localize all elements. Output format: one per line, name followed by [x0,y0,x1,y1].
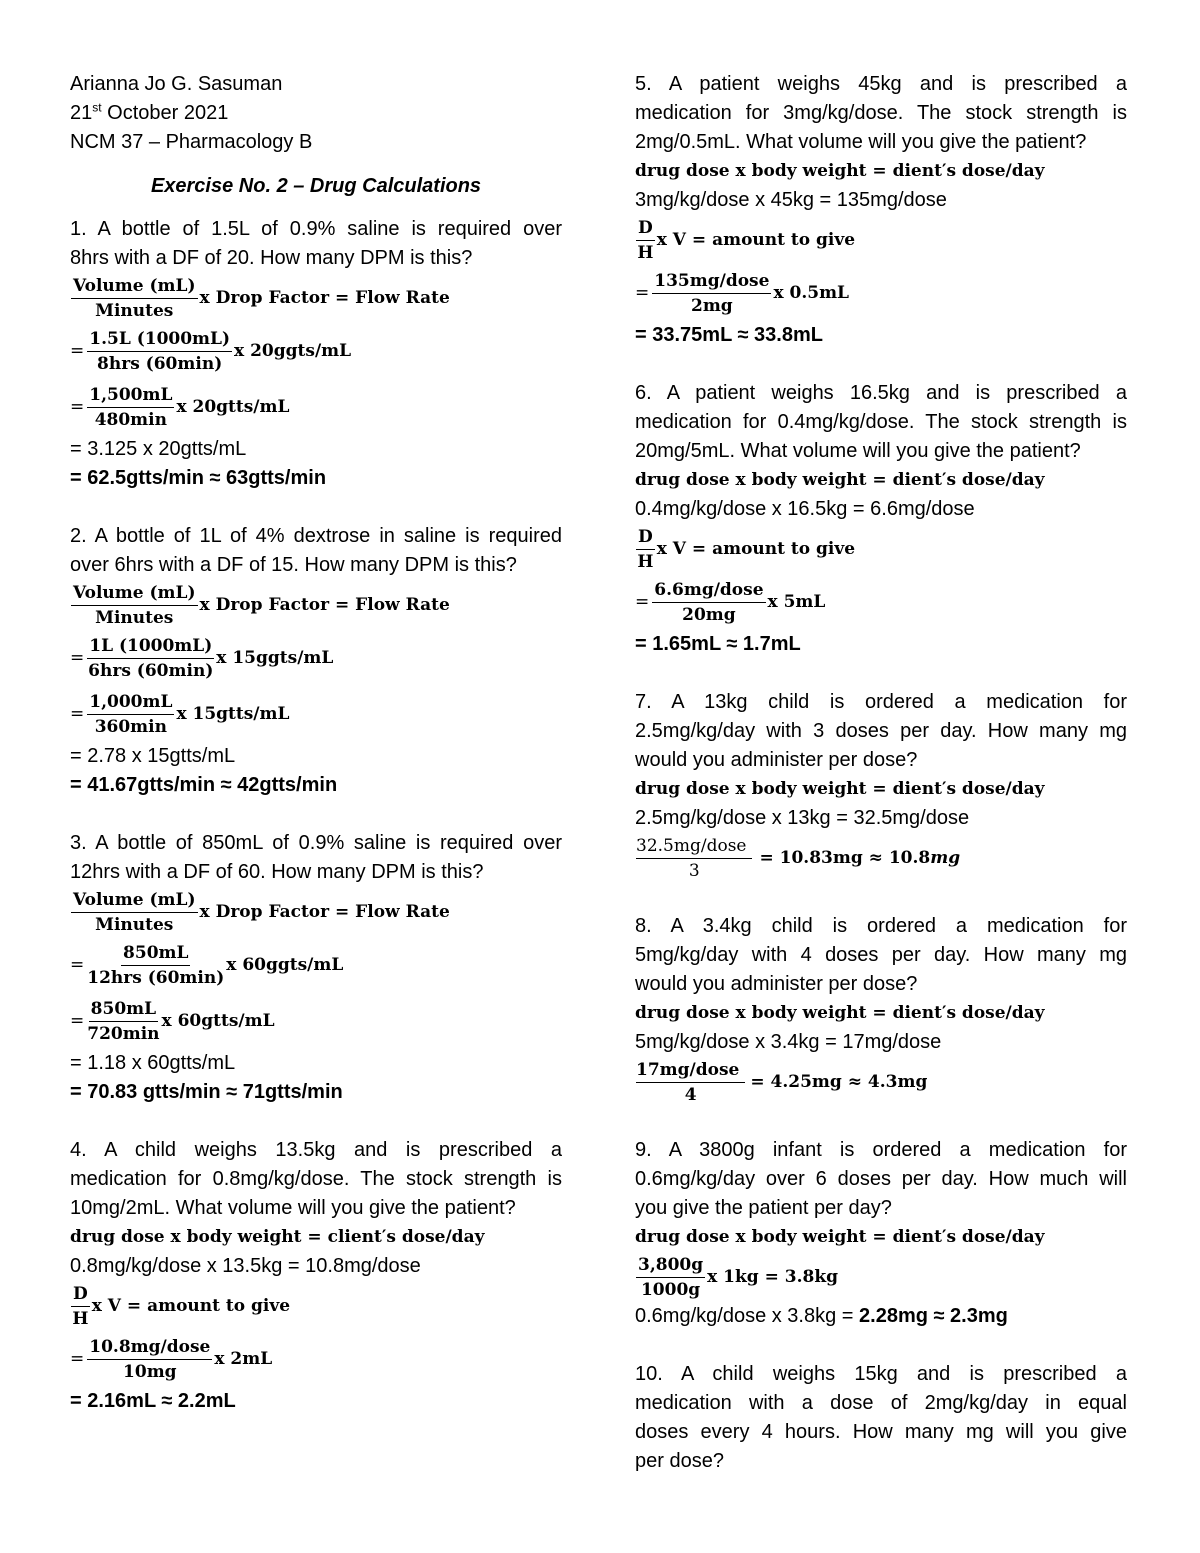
formula-denominator: Minutes [95,607,174,628]
question-2 [70,522,562,800]
question-text: 5. A patient weighs 45kg and is prescribed a [635,73,1127,95]
equals-sign: = [70,1010,85,1031]
step-denominator: 20mg [682,604,736,625]
date-suffix: st [92,100,102,115]
step-2 [70,993,562,1049]
step-1 [70,323,562,379]
answer: = 1.65mL ≈ 1.7mL [635,633,801,655]
question-text: medication for 3mg/kg/dose. The stock strength is [635,102,1127,124]
equals-sign: = [70,396,85,417]
question-3 [70,829,562,1107]
step-denominator: 480min [94,409,167,430]
question-text: would you administer per dose? [635,749,918,771]
step-denominator: 6hrs (60min) [88,660,214,681]
step-tail: x 2mL [214,1348,273,1369]
formula-tail: x Drop Factor = Flow Rate [199,901,450,922]
formula-denominator: Minutes [95,300,174,321]
question-text: 3. A bottle of 850mL of 0.9% saline is required over [70,832,562,854]
step-denominator: 720min [87,1023,160,1044]
step-numerator: 1L (1000mL) [87,635,214,659]
step-denominator: 8hrs (60min) [97,353,223,374]
question-6 [635,379,1127,659]
step-result-unit: mg [930,847,961,868]
answer: = 33.75mL ≈ 33.8mL [635,324,823,346]
step-tail: x 60ggts/mL [226,954,344,975]
student-name: Arianna Jo G. Sasuman [70,73,283,95]
date-rest: October 2021 [101,102,229,124]
question-10 [635,1360,1127,1476]
step-numerator: 6.6mg/dose [652,579,765,603]
flow-rate-formula [70,580,562,630]
question-text: 2mg/0.5mL. What volume will you give the patient? [635,131,1087,153]
formula-numerator: D [636,217,655,241]
step-3: = 3.125 x 20gtts/mL [70,438,247,460]
step-tail: x 15ggts/mL [216,647,334,668]
answer: = 62.5gtts/min ≈ 63gtts/min [70,467,327,489]
step-1 [70,937,562,993]
step-1 [635,833,1127,883]
formula-tail: x V = amount to give [91,1295,291,1316]
step-denominator: 3 [688,860,700,881]
equals-sign: = [635,591,650,612]
step-numerator: 135mg/dose [652,270,771,294]
step-tail: x 15gtts/mL [176,703,290,724]
step-numerator: 850mL [121,942,190,966]
question-text: 12hrs with a DF of 60. How many DPM is this? [70,861,484,883]
calculation: 2.5mg/kg/dose x 13kg = 32.5mg/dose [635,807,970,829]
answer: = 41.67gtts/min ≈ 42gtts/min [70,774,338,796]
equals-sign: = [70,954,85,975]
calculation: 0.8mg/kg/dose x 13.5kg = 10.8mg/dose [70,1255,421,1277]
course: NCM 37 – Pharmacology B [70,131,313,153]
calculation [635,1302,1127,1331]
question-text: 4. A child weighs 13.5kg and is prescribed a [70,1139,562,1161]
step-1 [635,1252,1127,1302]
step-2 [70,686,562,742]
step-3: = 1.18 x 60gtts/mL [70,1052,236,1074]
step-denominator: 4 [684,1084,697,1105]
question-text: 20mg/5mL. What volume will you give the patient? [635,440,1081,462]
equals-sign: = [70,647,85,668]
question-text: medication for 0.4mg/kg/dose. The stock strength is [635,411,1127,433]
question-text: you give the patient per day? [635,1197,892,1219]
formula-tail: x Drop Factor = Flow Rate [199,287,450,308]
dose-formula: drug dose x body weight = dient′s dose/day [635,161,1045,181]
left-column [70,70,562,1416]
dose-formula: drug dose x body weight = client′s dose/day [70,1227,485,1247]
formula-denominator: H [637,551,654,572]
formula-tail: x V = amount to give [656,538,856,559]
step-denominator: 2mg [690,295,733,316]
step-1 [635,574,1127,630]
question-text: 2. A bottle of 1L of 4% dextrose in saline is required [70,525,562,547]
formula-numerator: D [71,1283,90,1307]
question-text: 9. A 3800g infant is ordered a medication for [635,1139,1127,1161]
question-7 [635,688,1127,883]
question-text: 8hrs with a DF of 20. How many DPM is this? [70,247,473,269]
question-text: per dose? [635,1450,724,1472]
equals-sign: = [70,703,85,724]
question-text: over 6hrs with a DF of 15. How many DPM is this? [70,554,517,576]
formula-numerator: Volume (mL) [71,582,198,606]
calculation: 5mg/kg/dose x 3.4kg = 17mg/dose [635,1031,942,1053]
calculation: 3mg/kg/dose x 45kg = 135mg/dose [635,189,947,211]
answer: = 2.16mL ≈ 2.2mL [70,1390,236,1412]
step-numerator: 17mg/dose [636,1059,745,1083]
step-denominator: 12hrs (60min) [87,967,225,988]
answer: 2.28mg ≈ 2.3mg [859,1305,1008,1327]
step-denominator: 1000g [640,1279,701,1300]
question-4 [70,1136,562,1416]
question-text: 7. A 13kg child is ordered a medication for [635,691,1127,713]
dh-formula [635,524,1127,574]
formula-numerator: Volume (mL) [71,889,198,913]
question-text: 1. A bottle of 1.5L of 0.9% saline is required over [70,218,562,240]
date [70,99,562,128]
question-text: 0.6mg/kg/day over 6 doses per day. How much will [635,1168,1127,1190]
step-result: = 10.83mg ≈ 10.8 [759,847,931,868]
question-text: doses every 4 hours. How many mg will you give [635,1421,1127,1443]
step-1 [70,1331,562,1387]
step-tail: x 0.5mL [773,282,850,303]
step-tail: x 5mL [767,591,826,612]
step-tail: x 20ggts/mL [234,340,352,361]
dose-formula: drug dose x body weight = dient′s dose/day [635,1003,1045,1023]
question-9 [635,1136,1127,1331]
formula-numerator: Volume (mL) [71,275,198,299]
step-1 [635,265,1127,321]
step-numerator: 10.8mg/dose [87,1336,212,1360]
step-denominator: 10mg [123,1361,177,1382]
question-8 [635,912,1127,1107]
question-1 [70,215,562,493]
question-text: medication with a dose of 2mg/kg/day in equal [635,1392,1127,1414]
step-1 [70,630,562,686]
step-tail: x 60gtts/mL [161,1010,275,1031]
step-3: = 2.78 x 15gtts/mL [70,745,236,767]
dose-formula: drug dose x body weight = dient′s dose/day [635,1227,1045,1247]
calc-text: 0.6mg/kg/dose x 3.8kg = [635,1305,860,1327]
flow-rate-formula [70,273,562,323]
step-2 [70,379,562,435]
dh-formula [70,1281,562,1331]
flow-rate-formula [70,887,562,937]
step-numerator: 1.5L (1000mL) [87,328,232,352]
question-5 [635,70,1127,350]
formula-denominator: H [637,242,654,263]
dose-formula: drug dose x body weight = dient′s dose/day [635,470,1045,490]
question-text: 10. A child weighs 15kg and is prescribed a [635,1363,1127,1385]
equals-sign: = [70,340,85,361]
equals-sign: = [70,1348,85,1369]
calculation: 0.4mg/kg/dose x 16.5kg = 6.6mg/dose [635,498,975,520]
question-text: 6. A patient weighs 16.5kg and is prescribed a [635,382,1127,404]
step-tail: x 1kg = 3.8kg [707,1266,838,1287]
question-text: 10mg/2mL. What volume will you give the patient? [70,1197,516,1219]
formula-denominator: Minutes [95,914,174,935]
right-column [635,70,1127,1476]
step-tail: x 20gtts/mL [176,396,290,417]
question-text: 2.5mg/kg/day with 3 doses per day. How many mg [635,720,1127,742]
question-text: would you administer per dose? [635,973,918,995]
question-text: 8. A 3.4kg child is ordered a medication for [635,915,1127,937]
step-denominator: 360min [94,716,167,737]
formula-denominator: H [72,1308,89,1329]
formula-tail: x V = amount to give [656,229,856,250]
formula-tail: x Drop Factor = Flow Rate [199,594,450,615]
answer: = 70.83 gtts/min ≈ 71gtts/min [70,1081,343,1103]
step-numerator: 850mL [89,998,158,1022]
step-numerator: 32.5mg/dose [636,835,752,859]
step-numerator: 1,500mL [87,384,174,408]
page-title: Exercise No. 2 – Drug Calculations [150,175,482,197]
dh-formula [635,215,1127,265]
question-text: 5mg/kg/day with 4 doses per day. How many mg [635,944,1127,966]
step-1 [635,1057,1127,1107]
step-result: = 4.25mg ≈ 4.3mg [750,1071,928,1092]
formula-numerator: D [636,526,655,550]
equals-sign: = [635,282,650,303]
step-numerator: 1,000mL [87,691,174,715]
date-day: 21 [70,102,93,124]
dose-formula: drug dose x body weight = dient′s dose/day [635,779,1045,799]
question-text: medication for 0.8mg/kg/dose. The stock strength is [70,1168,562,1190]
step-numerator: 3,800g [636,1254,705,1278]
